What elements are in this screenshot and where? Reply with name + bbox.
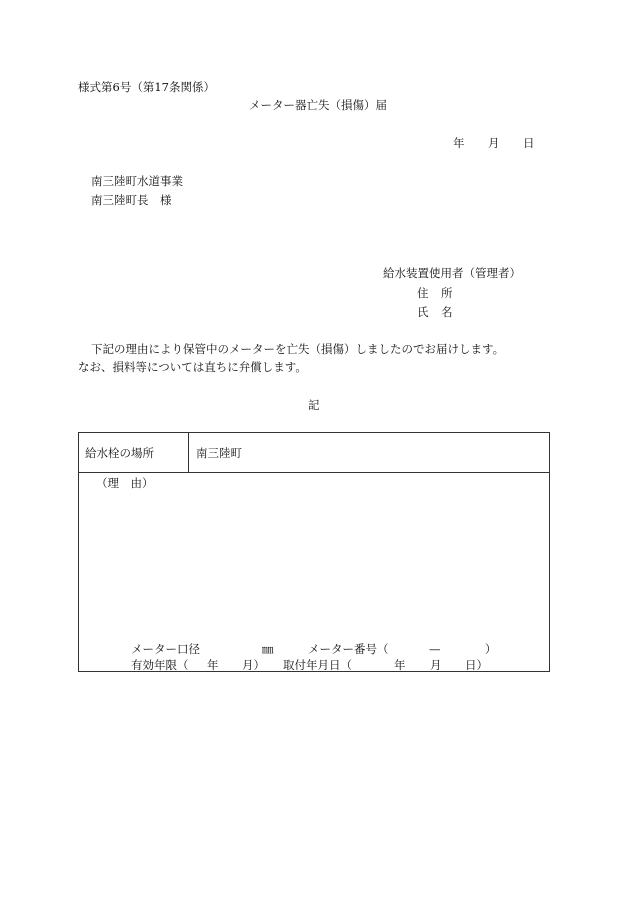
form-number: 様式第6号（第17条関係） xyxy=(78,80,215,94)
install-month: 月 xyxy=(430,658,442,672)
form-table xyxy=(78,432,550,672)
recipient-organization: 南三陸町水道事業 xyxy=(91,174,183,188)
body-line-1: 下記の理由により保管中のメーターを亡失（損傷）しましたのでお届けします。 xyxy=(91,342,505,356)
install-date-label: 取付年月日（ xyxy=(283,658,352,672)
location-label: 給水栓の場所 xyxy=(85,446,154,460)
form-title: メーター器亡失（損傷）届 xyxy=(249,98,387,112)
recipient-mayor: 南三陸町長 様 xyxy=(91,193,172,207)
location-row xyxy=(79,433,549,473)
install-day: 日） xyxy=(465,658,488,672)
ki-label: 記 xyxy=(308,398,320,412)
meter-diameter-label: メーター口径 xyxy=(131,642,200,656)
applicant-address-label xyxy=(417,288,453,300)
name-char-1: 氏 xyxy=(417,305,429,319)
validity-month: 月） xyxy=(242,658,265,672)
address-char-2: 所 xyxy=(441,286,453,300)
body-line-2: なお、損料等については直ちに弁償します。 xyxy=(78,360,307,374)
address-char-1: 住 xyxy=(417,286,429,300)
location-label-cell xyxy=(79,433,189,472)
applicant-name-label xyxy=(417,307,453,319)
validity-label: 有効年限（ xyxy=(131,658,189,672)
date-day-label: 日 xyxy=(523,136,535,150)
location-value: 南三陸町 xyxy=(196,446,242,460)
applicant-heading: 給水装置使用者（管理者） xyxy=(383,266,521,280)
date-year-label: 年 xyxy=(453,136,465,150)
install-year: 年 xyxy=(394,658,406,672)
meter-diameter-unit: ㎜ xyxy=(262,642,274,656)
meter-number-dash: — xyxy=(429,642,441,656)
validity-year: 年 xyxy=(207,658,219,672)
meter-number-label: メーター番号（ xyxy=(308,642,389,656)
meter-number-close: ） xyxy=(485,642,497,656)
date-month-label: 月 xyxy=(488,136,500,150)
name-char-2: 名 xyxy=(441,305,453,319)
reason-label: （理 由） xyxy=(96,476,154,490)
